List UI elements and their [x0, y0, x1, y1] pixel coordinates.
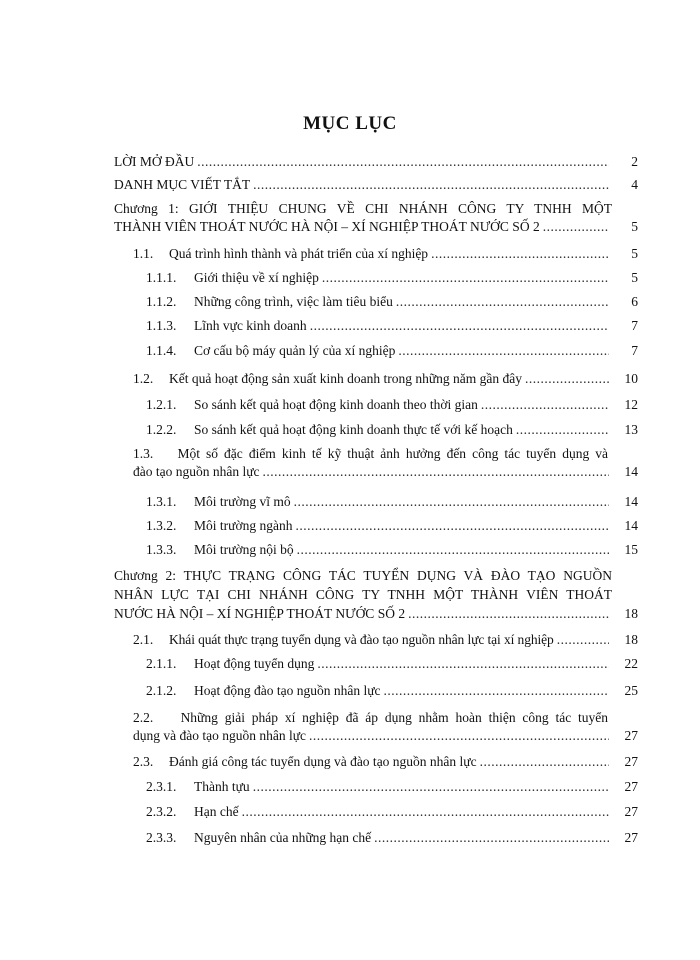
toc-entry[interactable]: [146, 542, 638, 558]
dot-leader: [317, 656, 609, 672]
toc-entry[interactable]: [133, 246, 638, 262]
toc-chapter-entry[interactable]: [114, 566, 638, 623]
toc-entry-number: 1.3.1.: [146, 494, 177, 509]
toc-entry-text-line1: Chương 1: GIỚI THIỆU CHUNG VỀ CHI NHÁNH CÔNG TY TNHH MỘT: [114, 201, 612, 216]
toc-entry-text: đào tạo nguồn nhân lực: [133, 464, 260, 479]
toc-entry-page: 2: [631, 154, 638, 169]
toc-entry-number: 2.1.2.: [146, 683, 177, 698]
toc-entry-page: 15: [624, 542, 638, 557]
toc-entry-page: 18: [624, 632, 638, 647]
toc-entry-text: Môi trường ngành: [194, 518, 293, 533]
toc-entry-page: 10: [624, 371, 638, 386]
toc-entry[interactable]: [133, 445, 638, 481]
toc-entry[interactable]: [146, 343, 638, 359]
toc-entry-number: 2.3.1.: [146, 779, 177, 794]
toc-entry-number: 1.1.: [133, 246, 154, 261]
toc-entry-text: Hoạt động đào tạo nguồn nhân lực: [194, 683, 381, 698]
toc-entry[interactable]: [114, 177, 638, 193]
toc-entry[interactable]: [146, 804, 638, 820]
toc-entry-page: 14: [624, 518, 638, 533]
toc-entry-text: So sánh kết quả hoạt động kinh doanh theo thời gian: [194, 397, 478, 412]
toc-entry-page: 6: [631, 294, 638, 309]
dot-leader: [295, 518, 609, 534]
toc-entry-number: 1.2.1.: [146, 397, 177, 412]
toc-entry[interactable]: [146, 294, 638, 310]
toc-entry-number: 2.2.: [133, 710, 154, 725]
dot-leader: [197, 154, 609, 170]
dot-leader: [516, 422, 609, 438]
toc-entry-text-line1: Một số đặc điểm kinh tế kỹ thuật ảnh hưởng đến công tác tuyển dụng và: [177, 446, 609, 461]
toc-entry-text: Hoạt động tuyển dụng: [194, 656, 315, 671]
toc-entry-number: 2.1.: [133, 632, 154, 647]
toc-entry-text: NƯỚC HÀ NỘI – XÍ NGHIỆP THOÁT NƯỚC SỐ 2: [114, 606, 406, 621]
dot-leader: [322, 270, 609, 286]
toc-entry-text: Hạn chế: [194, 804, 239, 819]
toc-entry-text: So sánh kết quả hoạt động kinh doanh thực tế với kế hoạch: [194, 422, 513, 437]
toc-entry-page: 27: [624, 728, 638, 743]
toc-chapter-entry[interactable]: [114, 200, 638, 236]
toc-entry[interactable]: [133, 709, 638, 745]
toc-entry[interactable]: [146, 397, 638, 413]
dot-leader: [263, 463, 609, 481]
toc-entry-page: 7: [631, 318, 638, 333]
toc-entry-page: 14: [624, 494, 638, 509]
toc-entry-number: 1.1.2.: [146, 294, 177, 309]
toc-entry-page: 5: [631, 219, 638, 234]
toc-entry-text: Nguyên nhân của những hạn chế: [194, 830, 372, 845]
toc-entry[interactable]: [146, 683, 638, 699]
toc-entry-page: 4: [631, 177, 638, 192]
toc-entry[interactable]: [146, 494, 638, 510]
dot-leader: [398, 343, 609, 359]
toc-entry-number: 1.1.4.: [146, 343, 177, 358]
toc-entry[interactable]: [146, 318, 638, 334]
dot-leader: [431, 246, 609, 262]
toc-entry-text: Cơ cấu bộ máy quản lý của xí nghiệp: [194, 343, 396, 358]
dot-leader: [557, 632, 609, 648]
toc-entry-text: Thành tựu: [194, 779, 250, 794]
dot-leader: [481, 397, 609, 413]
toc-entry-number: 2.3.3.: [146, 830, 177, 845]
toc-entry-page: 18: [624, 606, 638, 621]
toc-entry-number: 1.1.1.: [146, 270, 177, 285]
dot-leader: [384, 683, 609, 699]
toc-entry-number: 2.3.: [133, 754, 154, 769]
toc-title: MỤC LỤC: [303, 113, 397, 134]
toc-entry-text: dụng và đào tạo nguồn nhân lực: [133, 728, 307, 743]
toc-entry-text: Môi trường vĩ mô: [194, 494, 291, 509]
toc-entry-text: Quá trình hình thành và phát triển của xí nghiệp: [169, 246, 429, 261]
toc-entry-text: THÀNH VIÊN THOÁT NƯỚC HÀ NỘI – XÍ NGHIỆP THOÁT NƯỚC SỐ 2: [114, 219, 540, 234]
dot-leader: [297, 542, 609, 558]
toc-entry-page: 27: [624, 754, 638, 769]
toc-entry[interactable]: [146, 779, 638, 795]
toc-entry[interactable]: [146, 656, 638, 672]
toc-entry-page: 22: [624, 656, 638, 671]
dot-leader: [374, 830, 609, 846]
dot-leader: [543, 218, 609, 236]
toc-entry-text: Những công trình, việc làm tiêu biểu: [194, 294, 393, 309]
toc-entry-text: Kết quả hoạt động sản xuất kinh doanh trong những năm gần đây: [169, 371, 522, 386]
toc-entry[interactable]: [146, 830, 638, 846]
toc-entry-text-line2: NHÂN LỰC TẠI CHI NHÁNH CÔNG TY TNHH MỘT THÀNH VIÊN THOÁT: [114, 587, 612, 602]
dot-leader: [294, 494, 609, 510]
toc-entry-page: 12: [624, 397, 638, 412]
toc-entry-text: Môi trường nội bộ: [194, 542, 294, 557]
toc-entry-number: 1.2.: [133, 371, 154, 386]
toc-entry-page: 14: [624, 464, 638, 479]
toc-entry-text-line1: Chương 2: THỰC TRẠNG CÔNG TÁC TUYỂN DỤNG VÀ ĐÀO TẠO NGUỒN: [114, 568, 612, 583]
toc-entry[interactable]: [146, 422, 638, 438]
toc-entry-number: 1.1.3.: [146, 318, 177, 333]
toc-entry-page: 27: [624, 804, 638, 819]
toc-entry-text: DANH MỤC VIẾT TẮT: [114, 177, 251, 192]
dot-leader: [242, 804, 609, 820]
toc-entry-page: 13: [624, 422, 638, 437]
dot-leader: [396, 294, 609, 310]
dot-leader: [309, 727, 609, 745]
toc-entry-number: 2.3.2.: [146, 804, 177, 819]
dot-leader: [253, 779, 609, 795]
dot-leader: [525, 371, 609, 387]
toc-entry-number: 1.2.2.: [146, 422, 177, 437]
toc-entry-page: 5: [631, 246, 638, 261]
dot-leader: [480, 754, 609, 770]
toc-entry-text: Lĩnh vực kinh doanh: [194, 318, 307, 333]
toc-entry-page: 27: [624, 779, 638, 794]
toc-entry[interactable]: [114, 154, 638, 170]
toc-entry-number: 2.1.1.: [146, 656, 177, 671]
dot-leader: [310, 318, 609, 334]
toc-entry[interactable]: [146, 518, 638, 534]
toc-entry-number: 1.3.: [133, 446, 154, 461]
toc-entry-page: 7: [631, 343, 638, 358]
toc-entry[interactable]: [133, 371, 638, 387]
toc-entry-number: 1.3.3.: [146, 542, 177, 557]
toc-entry-text: LỜI MỞ ĐẦU: [114, 154, 195, 169]
toc-entry-page: 25: [624, 683, 638, 698]
toc-entry-text-line1: Những giải pháp xí nghiệp đã áp dụng nhằm hoàn thiện công tác tuyển: [180, 710, 609, 725]
dot-leader: [408, 604, 609, 623]
dot-leader: [253, 177, 609, 193]
toc-entry-page: 5: [631, 270, 638, 285]
toc-entry-text: Giới thiệu về xí nghiệp: [194, 270, 319, 285]
toc-entry[interactable]: [133, 632, 638, 648]
toc-entry[interactable]: [146, 270, 638, 286]
toc-entry-page: 27: [624, 830, 638, 845]
toc-entry-text: Đánh giá công tác tuyển dụng và đào tạo nguồn nhân lực: [169, 754, 477, 769]
toc-entry-text: Khái quát thực trạng tuyển dụng và đào tạo nguồn nhân lực tại xí nghiệp: [169, 632, 554, 647]
toc-entry-number: 1.3.2.: [146, 518, 177, 533]
toc-entry[interactable]: [133, 754, 638, 770]
